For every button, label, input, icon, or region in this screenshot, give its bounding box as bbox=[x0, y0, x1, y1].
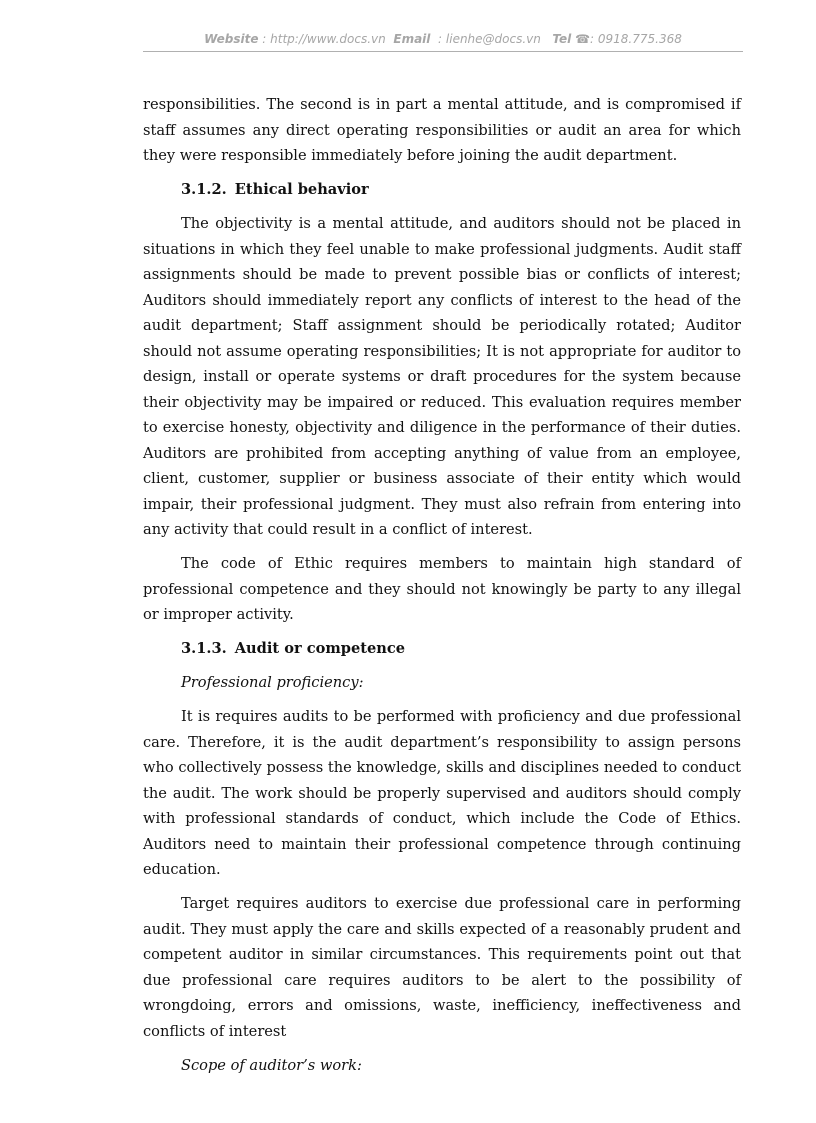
section-heading-3-1-3 bbox=[181, 636, 741, 662]
section-heading-3-1-2 bbox=[181, 177, 741, 203]
section-title: Audit or competence bbox=[234, 640, 406, 657]
subheading-scope-of-work: Scope of auditor’s work: bbox=[181, 1056, 362, 1074]
header-divider bbox=[143, 51, 743, 52]
email-value[interactable]: : lienhe@docs.vn bbox=[438, 32, 541, 46]
tel-value: : 0918.775.368 bbox=[590, 32, 682, 46]
subheading-professional-proficiency: Professional proficiency: bbox=[181, 674, 364, 691]
website-url[interactable]: : http://www.docs.vn bbox=[262, 32, 386, 46]
page-header bbox=[143, 31, 743, 47]
phone-icon: ☎ bbox=[575, 32, 591, 46]
email-label: Email bbox=[393, 32, 431, 46]
paragraph-objectivity: The objectivity is a mental attitude, and auditors should not be placed in situations in which they feel unable to make professional judgments. Audit staff assignments should be made to prevent possible bias or conflicts of interest; Auditors should immediately report any conflicts of interest to the head of the audit department; Staff assignment should be periodically rotated; Auditor should not assume operating responsibilities; It is not appropriate for auditor to design, install or operate systems or draft procedures for the system because their objectivity may be impaired or reduced. This evaluation requires member to exercise honesty, objectivity and diligence in the performance of their duties. Auditors are prohibited from accepting anything of value from an employee, client, customer, supplier or business associate of their entity which would impair, their professional judgment. They must also refrain from entering into any activity that could result in a conflict of interest. bbox=[143, 215, 741, 538]
tel-label: Tel bbox=[552, 32, 572, 46]
document-body bbox=[143, 92, 741, 1087]
paragraph-due-care: Target requires auditors to exercise due professional care in performing audit. They must apply the care and skills expected of a reasonably prudent and competent auditor in similar circumstances. This requirements point out that due professional care requires auditors to be alert to the possibility of wrongdoing, errors and omissions, waste, inefficiency, ineffectiveness and conflicts of interest bbox=[143, 895, 741, 1040]
section-number: 3.1.3. bbox=[181, 640, 227, 657]
paragraph-proficiency: It is requires audits to be performed with proficiency and due professional care. Therefore, it is the audit department’s responsibility to assign persons who collectively possess the knowledge, skills and disciplines needed to conduct the audit. The work should be properly supervised and auditors should comply with professional standards of conduct, which include the Code of Ethics. Auditors need to maintain their professional competence through continuing education. bbox=[143, 708, 741, 878]
paragraph-continuation: responsibilities. The second is in part a mental attitude, and is compromised if staff assumes any direct operating responsibilities or audit an area for which they were responsible immediately before joining the audit department. bbox=[143, 96, 741, 164]
website-label: Website bbox=[204, 32, 259, 46]
section-number: 3.1.2. bbox=[181, 181, 227, 198]
section-title: Ethical behavior bbox=[234, 181, 369, 198]
paragraph-code-of-ethic: The code of Ethic requires members to maintain high standard of professional competence and they should not knowingly be party to any illegal or improper activity. bbox=[143, 555, 741, 623]
